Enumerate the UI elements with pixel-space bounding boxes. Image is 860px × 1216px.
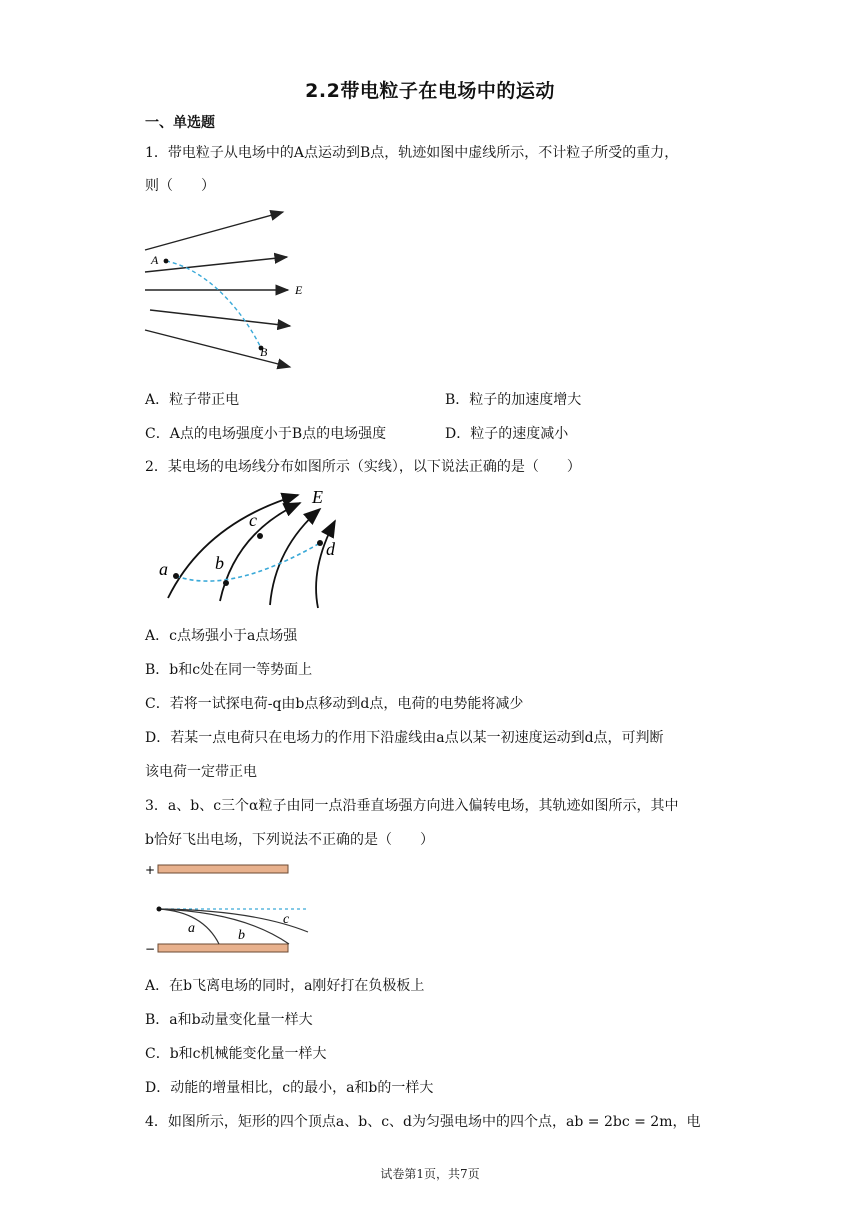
label-c: c	[283, 912, 290, 927]
negative-plate	[158, 944, 288, 952]
q1-option-b: B．粒子的加速度增大	[445, 392, 582, 408]
label-e: E	[312, 487, 323, 507]
label-d: d	[326, 539, 335, 559]
positive-plate	[158, 865, 288, 873]
q1-option-c: C．A点的电场强度小于B点的电场强度	[145, 426, 387, 442]
q3-deflection-diagram	[143, 860, 313, 960]
point-b	[223, 580, 229, 586]
label-b: b	[215, 553, 224, 573]
point-a	[173, 573, 179, 579]
q1-field-diagram	[140, 205, 320, 375]
q2-option-a: A．c点场强小于a点场强	[145, 628, 298, 644]
field-line	[150, 310, 290, 326]
trajectory-dashed	[166, 261, 261, 348]
field-line	[145, 330, 290, 367]
q1-option-d: D．粒子的速度减小	[445, 426, 569, 442]
q4-stem-line1: 4．如图所示，矩形的四个顶点a、b、c、d为匀强电场中的四个点，ab = 2bc = 2m，电	[145, 1114, 701, 1130]
point-c	[257, 533, 263, 539]
field-line	[316, 521, 335, 608]
field-line	[168, 495, 298, 598]
q1-option-a: A．粒子带正电	[145, 392, 240, 408]
page-footer: 试卷第1页，共7页	[380, 1167, 480, 1181]
field-line	[270, 509, 320, 605]
field-line	[220, 503, 300, 601]
q2-option-d-line2: 该电荷一定带正电	[145, 764, 257, 780]
q2-option-d-line1: D．若某一点电荷只在电场力的作用下沿虚线由a点以某一初速度运动到d点，可判断	[145, 730, 664, 746]
label-a: a	[159, 559, 168, 579]
label-c: c	[249, 510, 257, 530]
field-line	[145, 212, 283, 250]
minus-sign: −	[145, 942, 156, 956]
q3-stem-line1: 3．a、b、c三个α粒子由同一点沿垂直场强方向进入偏转电场，其轨迹如图所示，其中	[145, 798, 679, 814]
label-b: b	[238, 928, 245, 943]
page-title: 2.2带电粒子在电场中的运动	[305, 80, 555, 102]
label-a: A	[151, 253, 159, 267]
entry-point	[157, 907, 162, 912]
q3-option-a: A．在b飞离电场的同时，a刚好打在负极板上	[145, 978, 425, 994]
q1-stem-line2: 则（ ）	[145, 178, 215, 194]
plus-sign: +	[145, 863, 156, 877]
q2-field-diagram	[150, 483, 350, 613]
point-d	[317, 540, 323, 546]
q2-stem: 2．某电场的电场线分布如图所示（实线），以下说法正确的是（ ）	[145, 459, 581, 475]
trajectory-b	[159, 909, 289, 944]
q2-option-c: C．若将一试探电荷-q由b点移动到d点，电荷的电势能将减少	[145, 696, 524, 712]
trajectory-dashed	[176, 543, 320, 581]
q1-stem-line1: 1．带电粒子从电场中的A点运动到B点，轨迹如图中虚线所示，不计粒子所受的重力，	[145, 145, 679, 161]
q3-stem-line2: b恰好飞出电场，下列说法不正确的是（ ）	[145, 832, 434, 848]
q2-option-b: B．b和c处在同一等势面上	[145, 662, 313, 678]
q3-option-b: B．a和b动量变化量一样大	[145, 1012, 313, 1028]
label-b: B	[260, 345, 268, 359]
point-a	[164, 259, 169, 264]
section-heading: 一、单选题	[145, 115, 215, 131]
label-e: E	[295, 283, 303, 297]
label-a: a	[188, 921, 195, 936]
q3-option-d: D．动能的增量相比，c的最小，a和b的一样大	[145, 1080, 434, 1096]
q3-option-c: C．b和c机械能变化量一样大	[145, 1046, 327, 1062]
